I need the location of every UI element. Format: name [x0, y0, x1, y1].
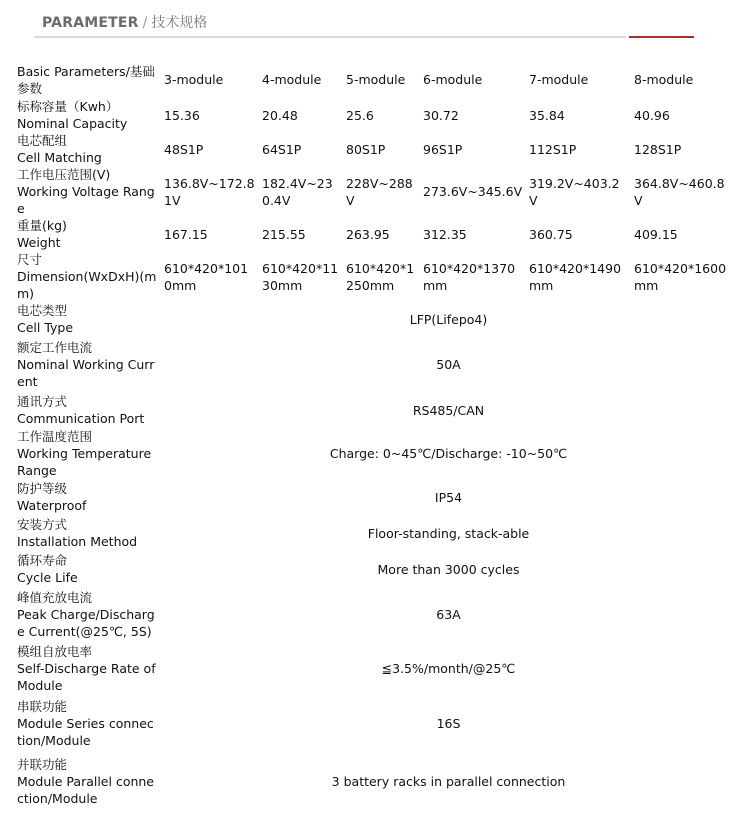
row-label-zh: 重量(kg) — [17, 218, 67, 233]
row-label-zh: 并联功能 — [17, 756, 68, 772]
table-cell: 30.72 — [423, 107, 459, 123]
row-label — [14, 551, 161, 587]
row-label-zh: 循环寿命 — [17, 553, 68, 568]
table-cell: 20.48 — [262, 107, 298, 123]
row-label-zh: 工作电压范围(V) — [17, 167, 111, 182]
row-label-zh: 模组自放电率 — [17, 643, 93, 659]
table-cell: 48S1P — [164, 141, 204, 157]
row-label — [14, 166, 161, 217]
table-cell: 610*420*1370mm — [423, 260, 516, 293]
table-row — [14, 217, 736, 251]
table-cell: 610*420*1010mm — [164, 260, 249, 293]
table-cell: 15.36 — [164, 107, 200, 123]
table-cell: 610*420*1600mm — [634, 260, 727, 293]
row-label-en: Module Parallel connection/Module — [17, 773, 154, 806]
row-label — [14, 752, 161, 810]
table-cell: 215.55 — [262, 226, 306, 242]
row-label-en: Waterproof — [17, 498, 87, 513]
column-header: 6-module — [423, 72, 483, 87]
row-label-en: Dimension(WxDxH)(mm) — [17, 269, 157, 301]
row-label — [14, 217, 161, 251]
table-cell-spanning: Floor-standing, stack-able — [367, 525, 530, 541]
table-cell: 610*420*1130mm — [262, 260, 339, 293]
table-cell: 228V~288V — [346, 175, 413, 208]
header-label: Basic Parameters/基础参数 — [17, 63, 155, 96]
section-title-en: PARAMETER — [42, 15, 139, 31]
table-cell: 112S1P — [529, 141, 577, 157]
row-label-zh: 串联功能 — [17, 698, 68, 714]
table-cell: 319.2V~403.2V — [529, 175, 620, 208]
row-label — [14, 479, 161, 515]
row-label-en: Module Series connection/Module — [17, 715, 154, 748]
row-label-zh: 电芯类型 — [17, 303, 68, 318]
table-row — [14, 302, 736, 336]
table-row — [14, 752, 736, 810]
row-label-en: Cell Matching — [17, 150, 102, 165]
table-row — [14, 428, 736, 479]
row-label — [14, 132, 161, 166]
row-label-en: Working Temperature Range — [17, 446, 152, 478]
table-cell: 263.95 — [346, 226, 390, 242]
row-label — [14, 336, 161, 392]
row-label — [14, 694, 161, 752]
section-header — [42, 12, 207, 36]
table-row — [14, 642, 736, 694]
table-cell-spanning: 63A — [436, 607, 461, 622]
row-label-en: Cell Type — [17, 320, 74, 335]
table-cell: 167.15 — [164, 226, 208, 242]
header-divider — [34, 36, 626, 38]
row-label-zh: 通讯方式 — [17, 394, 68, 409]
table-cell-spanning: LFP(Lifepo4) — [409, 311, 488, 327]
row-label — [14, 587, 161, 642]
table-row — [14, 479, 736, 515]
table-cell-spanning: IP54 — [434, 489, 463, 505]
table-cell: 610*420*1250mm — [346, 260, 415, 293]
row-label-en: Communication Port — [17, 411, 145, 426]
table-cell-spanning: ≦3.5%/month/@25℃ — [381, 660, 516, 676]
row-label-zh: 峰值充放电流 — [17, 590, 93, 605]
header-accent-bar — [629, 36, 694, 38]
table-row — [14, 166, 736, 217]
table-cell: 128S1P — [634, 141, 682, 157]
table-cell: 80S1P — [346, 141, 386, 157]
row-label-zh: 安装方式 — [17, 517, 68, 532]
section-title-zh: 技术规格 — [151, 15, 208, 31]
row-label — [14, 428, 161, 479]
table-row — [14, 98, 736, 132]
column-header: 7-module — [529, 72, 589, 87]
table-row — [14, 551, 736, 587]
row-label-en: Nominal Working Current — [17, 356, 155, 389]
row-label-zh: 电芯配组 — [17, 133, 68, 148]
row-label-en: Working Voltage Range — [17, 184, 155, 216]
table-cell: 40.96 — [634, 107, 670, 123]
table-cell: 136.8V~172.81V — [164, 175, 255, 208]
table-cell-spanning: More than 3000 cycles — [377, 561, 520, 577]
column-header: 4-module — [262, 72, 322, 87]
table-cell: 360.75 — [529, 226, 573, 242]
table-cell: 182.4V~230.4V — [262, 175, 333, 208]
row-label-en: Self-Discharge Rate of Module — [17, 660, 156, 693]
table-cell: 409.15 — [634, 226, 678, 242]
row-label-zh: 防护等级 — [17, 481, 68, 496]
table-row — [14, 251, 736, 302]
table-cell-spanning: RS485/CAN — [412, 402, 485, 418]
table-cell: 273.6V~345.6V — [423, 184, 523, 199]
table-cell-spanning: 3 battery racks in parallel connection — [331, 773, 566, 789]
table-cell-spanning: Charge: 0~45℃/Discharge: -10~50℃ — [329, 446, 568, 461]
column-header: 8-module — [634, 72, 694, 87]
table-cell: 25.6 — [346, 107, 374, 123]
row-label-en: Nominal Capacity — [17, 116, 128, 131]
table-cell: 64S1P — [262, 141, 302, 157]
row-label-en: Peak Charge/Discharge Current(@25℃, 5S) — [17, 607, 155, 639]
row-label-en: Cycle Life — [17, 570, 78, 585]
column-header: 3-module — [164, 72, 224, 87]
table-row — [14, 392, 736, 428]
table-row — [14, 336, 736, 392]
table-row — [14, 132, 736, 166]
table-header-row — [14, 61, 736, 98]
table-row — [14, 587, 736, 642]
row-label-zh: 工作温度范围 — [17, 429, 93, 444]
parameter-table — [14, 61, 736, 810]
table-cell: 312.35 — [423, 226, 467, 242]
row-label — [14, 392, 161, 428]
row-label-zh: 尺寸 — [17, 252, 43, 267]
title-separator: / — [142, 15, 148, 31]
table-cell-spanning: 50A — [436, 356, 461, 372]
row-label — [14, 98, 161, 132]
row-label — [14, 642, 161, 694]
row-label-zh: 标称容量（Kwh） — [17, 99, 119, 114]
row-label — [14, 302, 161, 336]
table-cell: 35.84 — [529, 107, 565, 123]
table-cell: 364.8V~460.8V — [634, 175, 725, 208]
table-row — [14, 694, 736, 752]
row-label-en: Weight — [17, 235, 61, 250]
table-cell: 96S1P — [423, 141, 463, 157]
table-cell-spanning: 16S — [436, 715, 461, 731]
row-label-zh: 额定工作电流 — [17, 339, 93, 355]
table-cell: 610*420*1490mm — [529, 260, 622, 293]
row-label — [14, 251, 161, 302]
table-row — [14, 515, 736, 551]
row-label-en: Installation Method — [17, 534, 138, 549]
row-label — [14, 515, 161, 551]
column-header: 5-module — [346, 72, 406, 87]
